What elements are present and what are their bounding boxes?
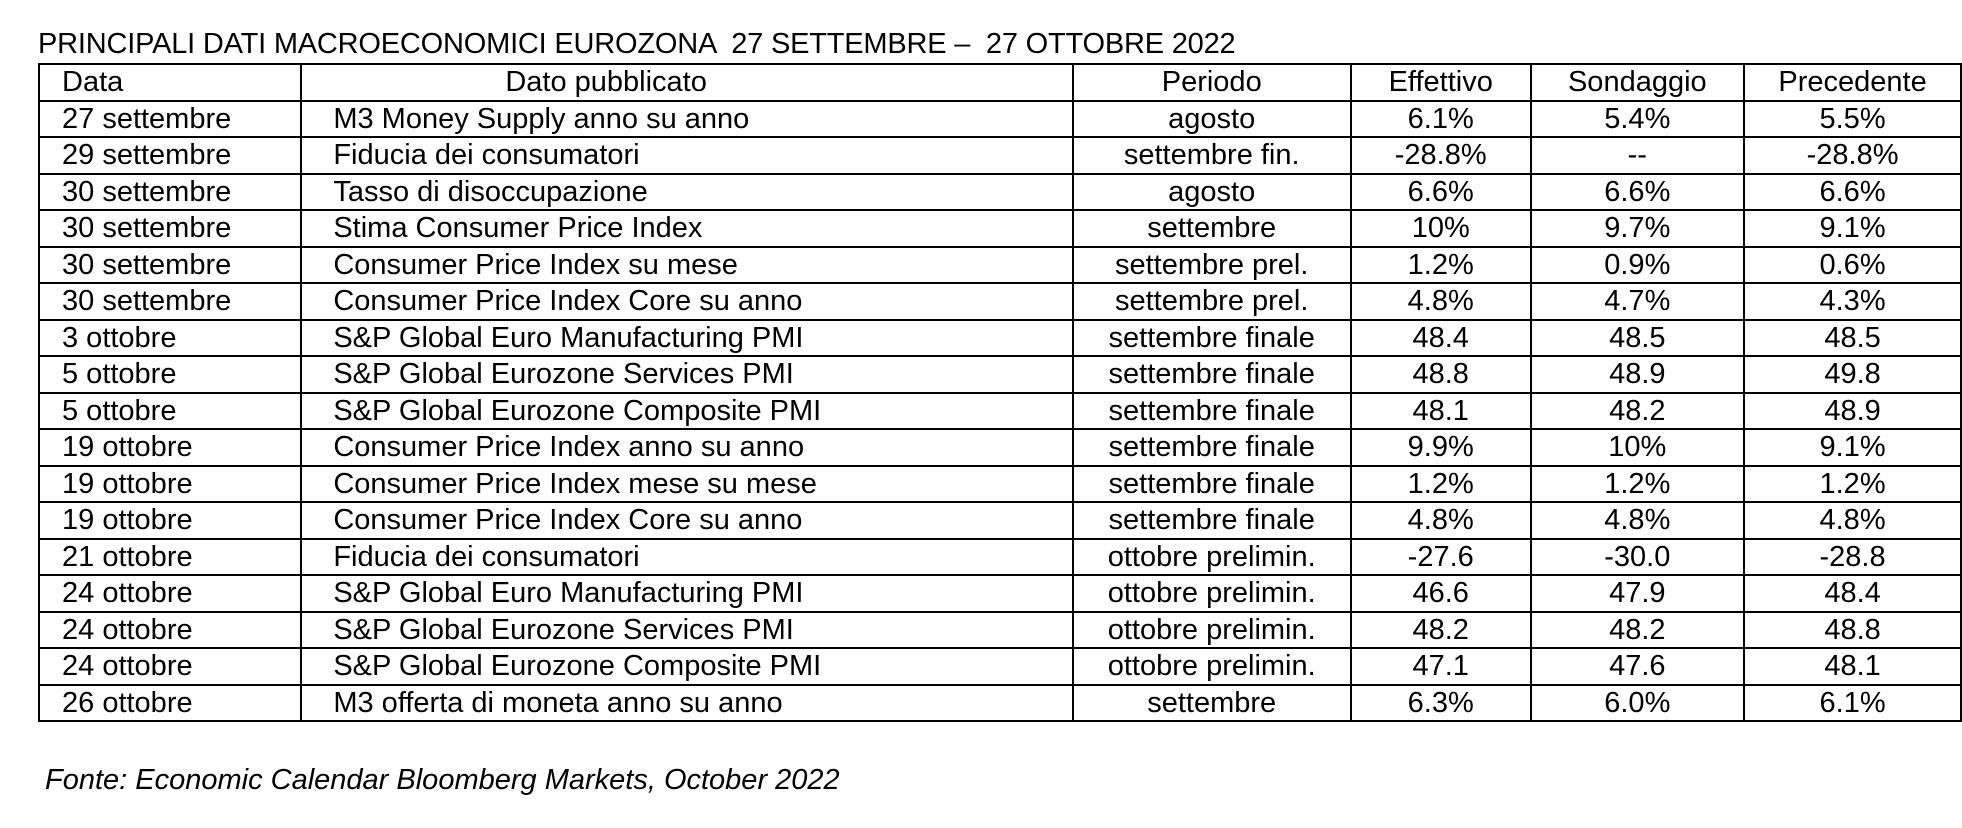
cell-effettivo: 48.8: [1351, 356, 1531, 393]
cell-dato-pubblicato: S&P Global Eurozone Services PMI: [301, 356, 1072, 393]
cell-sondaggio: 48.2: [1531, 393, 1745, 430]
header-sondaggio: Sondaggio: [1531, 64, 1745, 101]
cell-effettivo: 6.1%: [1351, 101, 1531, 138]
cell-precedente: 48.1: [1744, 648, 1961, 685]
cell-data: 19 ottobre: [39, 466, 301, 503]
cell-data: 3 ottobre: [39, 320, 301, 357]
cell-effettivo: 48.2: [1351, 612, 1531, 649]
cell-data: 5 ottobre: [39, 393, 301, 430]
cell-periodo: settembre: [1073, 210, 1351, 247]
cell-sondaggio: 48.5: [1531, 320, 1745, 357]
cell-effettivo: 48.4: [1351, 320, 1531, 357]
table-row: [39, 575, 1961, 612]
cell-precedente: 9.1%: [1744, 429, 1961, 466]
cell-effettivo: 46.6: [1351, 575, 1531, 612]
table-row: [39, 612, 1961, 649]
cell-dato-pubblicato: Consumer Price Index Core su anno: [301, 502, 1072, 539]
header-effettivo: Effettivo: [1351, 64, 1531, 101]
cell-data: 27 settembre: [39, 101, 301, 138]
table-row: [39, 393, 1961, 430]
cell-precedente: 48.5: [1744, 320, 1961, 357]
cell-precedente: 48.8: [1744, 612, 1961, 649]
cell-periodo: settembre finale: [1073, 429, 1351, 466]
cell-dato-pubblicato: Fiducia dei consumatori: [301, 539, 1072, 576]
cell-effettivo: 4.8%: [1351, 502, 1531, 539]
cell-precedente: 48.9: [1744, 393, 1961, 430]
cell-periodo: ottobre prelimin.: [1073, 612, 1351, 649]
cell-precedente: 1.2%: [1744, 466, 1961, 503]
cell-dato-pubblicato: S&P Global Eurozone Composite PMI: [301, 393, 1072, 430]
cell-periodo: settembre prel.: [1073, 247, 1351, 284]
cell-dato-pubblicato: Consumer Price Index anno su anno: [301, 429, 1072, 466]
table-title: PRINCIPALI DATI MACROECONOMICI EUROZONA 27 SETTEMBRE – 27 OTTOBRE 2022: [38, 28, 1236, 60]
table-row: [39, 429, 1961, 466]
cell-sondaggio: 10%: [1531, 429, 1745, 466]
cell-effettivo: 4.8%: [1351, 283, 1531, 320]
cell-sondaggio: 1.2%: [1531, 466, 1745, 503]
macro-data-table: [38, 63, 1962, 722]
table-row: [39, 685, 1961, 722]
cell-effettivo: 1.2%: [1351, 247, 1531, 284]
cell-periodo: ottobre prelimin.: [1073, 575, 1351, 612]
table-row: [39, 648, 1961, 685]
header-periodo: Periodo: [1073, 64, 1351, 101]
cell-effettivo: 10%: [1351, 210, 1531, 247]
cell-effettivo: 6.3%: [1351, 685, 1531, 722]
cell-periodo: settembre finale: [1073, 356, 1351, 393]
cell-data: 29 settembre: [39, 137, 301, 174]
table-row: [39, 466, 1961, 503]
cell-dato-pubblicato: S&P Global Euro Manufacturing PMI: [301, 575, 1072, 612]
cell-sondaggio: 4.8%: [1531, 502, 1745, 539]
table-header-row: [39, 64, 1961, 101]
cell-sondaggio: -30.0: [1531, 539, 1745, 576]
cell-dato-pubblicato: Fiducia dei consumatori: [301, 137, 1072, 174]
header-precedente: Precedente: [1744, 64, 1961, 101]
cell-dato-pubblicato: M3 offerta di moneta anno su anno: [301, 685, 1072, 722]
cell-periodo: settembre fin.: [1073, 137, 1351, 174]
cell-precedente: 4.3%: [1744, 283, 1961, 320]
cell-data: 5 ottobre: [39, 356, 301, 393]
cell-data: 30 settembre: [39, 247, 301, 284]
cell-dato-pubblicato: Consumer Price Index su mese: [301, 247, 1072, 284]
cell-periodo: ottobre prelimin.: [1073, 648, 1351, 685]
cell-precedente: 0.6%: [1744, 247, 1961, 284]
cell-periodo: settembre finale: [1073, 502, 1351, 539]
cell-precedente: 5.5%: [1744, 101, 1961, 138]
cell-effettivo: 9.9%: [1351, 429, 1531, 466]
cell-effettivo: 48.1: [1351, 393, 1531, 430]
header-dato-pubblicato: Dato pubblicato: [301, 64, 1072, 101]
cell-sondaggio: 4.7%: [1531, 283, 1745, 320]
cell-dato-pubblicato: S&P Global Eurozone Services PMI: [301, 612, 1072, 649]
cell-dato-pubblicato: Stima Consumer Price Index: [301, 210, 1072, 247]
cell-sondaggio: 9.7%: [1531, 210, 1745, 247]
table-row: [39, 137, 1961, 174]
table-body: [39, 101, 1961, 722]
cell-precedente: -28.8%: [1744, 137, 1961, 174]
cell-sondaggio: 47.6: [1531, 648, 1745, 685]
cell-data: 19 ottobre: [39, 429, 301, 466]
cell-periodo: agosto: [1073, 101, 1351, 138]
cell-periodo: ottobre prelimin.: [1073, 539, 1351, 576]
cell-precedente: 6.1%: [1744, 685, 1961, 722]
cell-dato-pubblicato: Consumer Price Index mese su mese: [301, 466, 1072, 503]
cell-dato-pubblicato: Tasso di disoccupazione: [301, 174, 1072, 211]
table-row: [39, 247, 1961, 284]
cell-dato-pubblicato: S&P Global Euro Manufacturing PMI: [301, 320, 1072, 357]
cell-data: 30 settembre: [39, 210, 301, 247]
cell-effettivo: 6.6%: [1351, 174, 1531, 211]
cell-periodo: settembre prel.: [1073, 283, 1351, 320]
cell-data: 24 ottobre: [39, 575, 301, 612]
table-row: [39, 539, 1961, 576]
cell-sondaggio: 48.2: [1531, 612, 1745, 649]
cell-periodo: agosto: [1073, 174, 1351, 211]
cell-data: 24 ottobre: [39, 612, 301, 649]
cell-sondaggio: 48.9: [1531, 356, 1745, 393]
cell-data: 19 ottobre: [39, 502, 301, 539]
cell-data: 26 ottobre: [39, 685, 301, 722]
table-row: [39, 210, 1961, 247]
cell-periodo: settembre: [1073, 685, 1351, 722]
cell-precedente: 6.6%: [1744, 174, 1961, 211]
table-row: [39, 174, 1961, 211]
cell-sondaggio: 6.6%: [1531, 174, 1745, 211]
cell-data: 30 settembre: [39, 174, 301, 211]
cell-dato-pubblicato: Consumer Price Index Core su anno: [301, 283, 1072, 320]
cell-precedente: 4.8%: [1744, 502, 1961, 539]
cell-effettivo: 47.1: [1351, 648, 1531, 685]
cell-data: 21 ottobre: [39, 539, 301, 576]
table-row: [39, 356, 1961, 393]
cell-precedente: 48.4: [1744, 575, 1961, 612]
cell-precedente: 9.1%: [1744, 210, 1961, 247]
cell-effettivo: 1.2%: [1351, 466, 1531, 503]
cell-sondaggio: 5.4%: [1531, 101, 1745, 138]
cell-sondaggio: 6.0%: [1531, 685, 1745, 722]
table-row: [39, 101, 1961, 138]
table-row: [39, 320, 1961, 357]
cell-dato-pubblicato: M3 Money Supply anno su anno: [301, 101, 1072, 138]
header-data: Data: [39, 64, 301, 101]
cell-periodo: settembre finale: [1073, 320, 1351, 357]
cell-effettivo: -27.6: [1351, 539, 1531, 576]
cell-sondaggio: 47.9: [1531, 575, 1745, 612]
cell-sondaggio: --: [1531, 137, 1745, 174]
cell-periodo: settembre finale: [1073, 466, 1351, 503]
cell-sondaggio: 0.9%: [1531, 247, 1745, 284]
cell-data: 30 settembre: [39, 283, 301, 320]
source-note: Fonte: Economic Calendar Bloomberg Markets, October 2022: [45, 764, 840, 796]
cell-precedente: -28.8: [1744, 539, 1961, 576]
cell-effettivo: -28.8%: [1351, 137, 1531, 174]
cell-dato-pubblicato: S&P Global Eurozone Composite PMI: [301, 648, 1072, 685]
table-row: [39, 283, 1961, 320]
cell-periodo: settembre finale: [1073, 393, 1351, 430]
cell-precedente: 49.8: [1744, 356, 1961, 393]
table-row: [39, 502, 1961, 539]
cell-data: 24 ottobre: [39, 648, 301, 685]
